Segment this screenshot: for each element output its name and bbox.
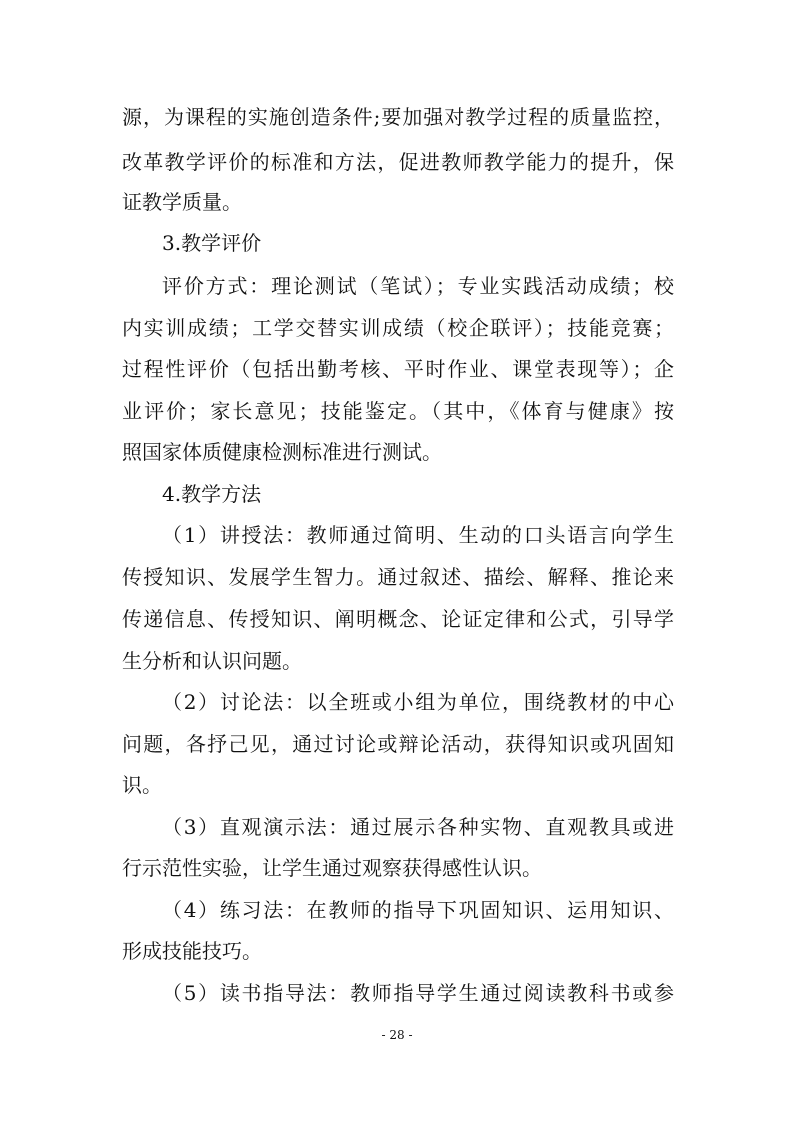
text-line: 证教学质量。	[122, 190, 242, 214]
text-line: 传授知识、发展学生智力。通过叙述、描绘、解释、推论来	[122, 565, 674, 589]
page-number: - 28 -	[381, 1028, 413, 1042]
text-line: 传递信息、传授知识、阐明概念、论证定律和公式，引导学	[122, 607, 674, 631]
text-line: 行示范性实验，让学生通过观察获得感性认识。	[122, 856, 542, 880]
section-heading: 3.教学评价	[162, 231, 262, 255]
text-line: （1）讲授法：教师通过简明、生动的口头语言向学生	[162, 523, 674, 547]
text-line: （5）读书指导法：教师指导学生通过阅读教科书或参	[162, 981, 674, 1005]
text-line: 内实训成绩；工学交替实训成绩（校企联评）；技能竞赛；	[122, 316, 674, 340]
text-line: 源，为课程的实施创造条件;要加强对教学过程的质量监控，	[122, 105, 674, 129]
text-line: 改革教学评价的标准和方法，促进教师教学能力的提升，保	[122, 150, 674, 174]
text-line: （3）直观演示法：通过展示各种实物、直观教具或进	[162, 815, 674, 839]
text-line: 过程性评价（包括出勤考核、平时作业、课堂表现等）；企	[122, 357, 674, 381]
text-line: 生分析和认识问题。	[122, 649, 302, 673]
text-line: 业评价；家长意见；技能鉴定。（其中，《体育与健康》按	[122, 399, 674, 423]
text-line: 识。	[122, 773, 162, 797]
text-line: 问题，各抒己见，通过讨论或辩论活动，获得知识或巩固知	[122, 732, 674, 756]
text-line: 形成技能技巧。	[122, 939, 262, 963]
section-heading: 4.教学方法	[162, 482, 262, 506]
text-line: （4）练习法：在教师的指导下巩固知识、运用知识、	[162, 898, 674, 922]
text-line: 评价方式：理论测试（笔试）；专业实践活动成绩；校	[162, 274, 674, 298]
text-line: （2）讨论法：以全班或小组为单位，围绕教材的中心	[162, 690, 674, 714]
text-line: 照国家体质健康检测标准进行测试。	[122, 440, 442, 464]
